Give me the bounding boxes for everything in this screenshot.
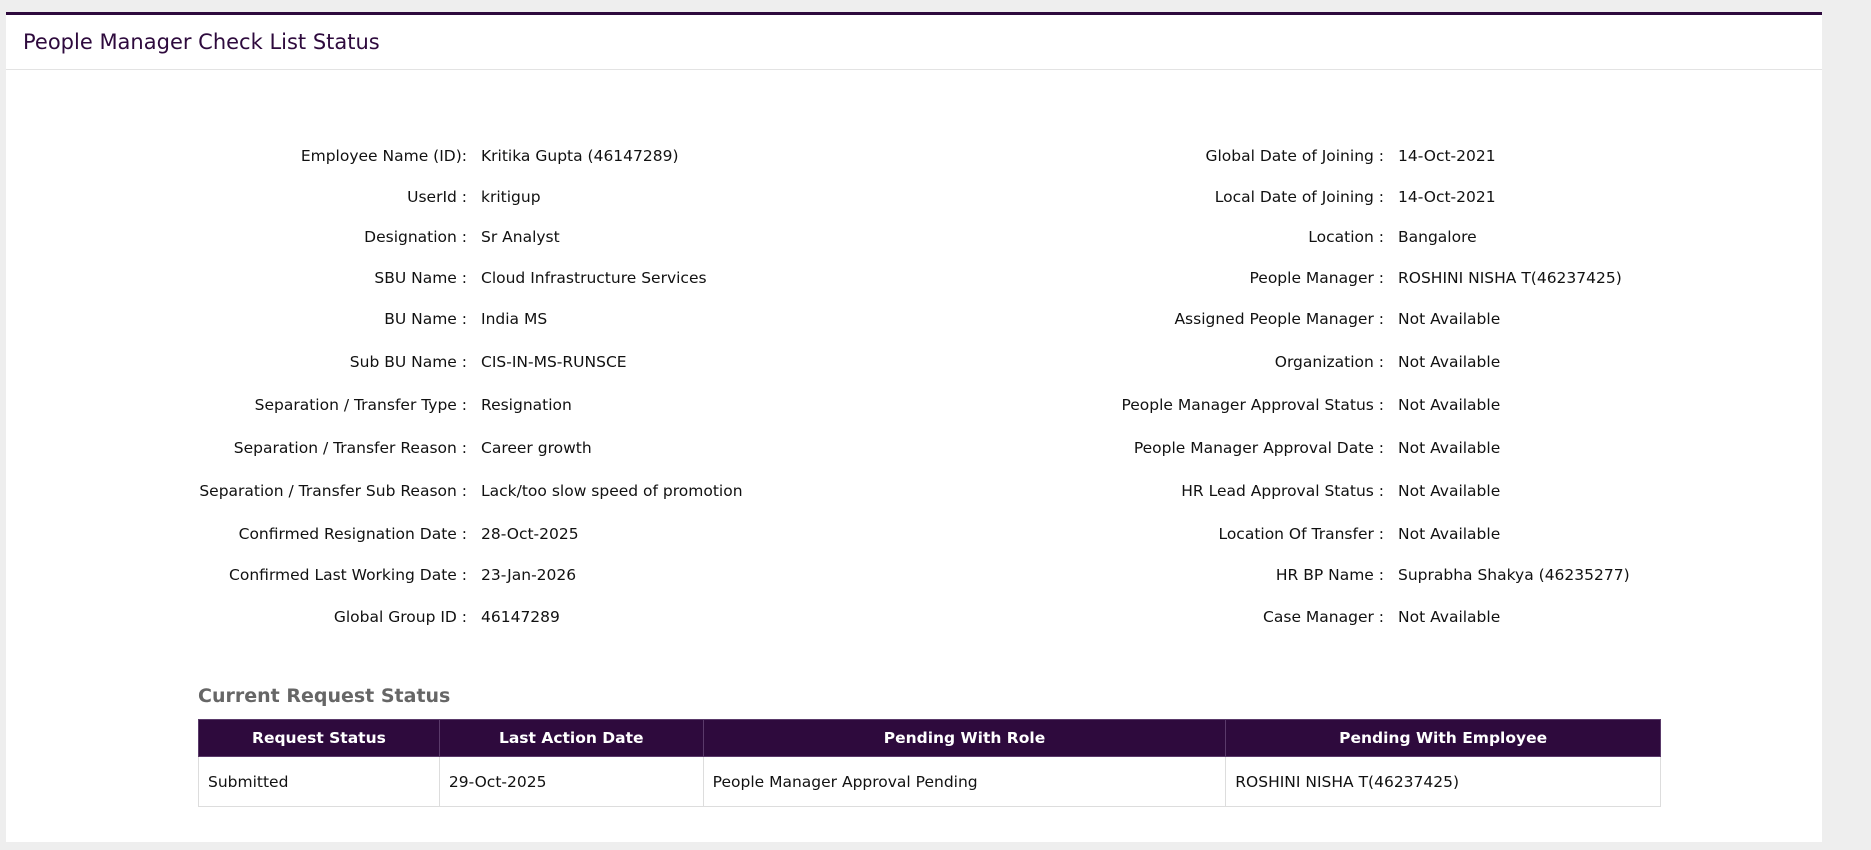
detail-label-separation-transfer-reason: Separation / Transfer Reason : — [233, 439, 467, 457]
detail-row-local-date-of-joining — [6, 188, 1496, 206]
detail-value-designation: Sr Analyst — [481, 228, 560, 246]
detail-label-sbu-name: SBU Name : — [374, 269, 467, 287]
detail-value-organization: Not Available — [1398, 353, 1501, 371]
detail-label-confirmed-resignation-date: Confirmed Resignation Date : — [238, 525, 467, 543]
page-title: People Manager Check List Status — [23, 30, 380, 54]
detail-row-global-date-of-joining — [6, 147, 1496, 165]
detail-label-location: Location : — [1308, 228, 1384, 246]
panel-header — [6, 15, 1822, 70]
detail-row-hr-lead-approval-status — [6, 482, 1500, 500]
detail-row-people-manager — [6, 269, 1622, 287]
detail-value-assigned-people-manager: Not Available — [1398, 310, 1501, 328]
column-header-pending-with-role: Pending With Role — [703, 720, 1226, 757]
detail-label-separation-transfer-type: Separation / Transfer Type : — [254, 396, 467, 414]
detail-value-separation-transfer-type: Resignation — [481, 396, 572, 414]
detail-row-assigned-people-manager — [6, 310, 1500, 328]
detail-value-confirmed-resignation-date: 28-Oct-2025 — [481, 525, 579, 543]
detail-label-case-manager: Case Manager : — [1263, 608, 1384, 626]
detail-value-sub-bu-name: CIS-IN-MS-RUNSCE — [481, 353, 627, 371]
detail-label-location-of-transfer: Location Of Transfer : — [1218, 525, 1384, 543]
cell-pending-with-role: People Manager Approval Pending — [703, 757, 1226, 807]
detail-label-separation-transfer-sub-reason: Separation / Transfer Sub Reason : — [199, 482, 467, 500]
detail-label-global-date-of-joining: Global Date of Joining : — [1205, 147, 1384, 165]
checklist-panel — [6, 12, 1822, 842]
detail-value-people-manager-approval-date: Not Available — [1398, 439, 1501, 457]
detail-value-confirmed-last-working-date: 23-Jan-2026 — [481, 566, 577, 584]
detail-label-local-date-of-joining: Local Date of Joining : — [1214, 188, 1384, 206]
cell-last-action-date: 29-Oct-2025 — [439, 757, 703, 807]
detail-value-location-of-transfer: Not Available — [1398, 525, 1501, 543]
detail-label-global-group-id: Global Group ID : — [333, 608, 467, 626]
detail-row-location-of-transfer — [6, 525, 1500, 543]
column-header-request-status: Request Status — [199, 720, 440, 757]
detail-label-people-manager: People Manager : — [1249, 269, 1384, 287]
detail-row-case-manager — [6, 608, 1500, 626]
detail-value-global-date-of-joining: 14-Oct-2021 — [1398, 147, 1496, 165]
detail-label-hr-lead-approval-status: HR Lead Approval Status : — [1181, 482, 1384, 500]
detail-row-location — [6, 228, 1477, 246]
detail-value-hr-lead-approval-status: Not Available — [1398, 482, 1501, 500]
detail-value-hr-bp-name: Suprabha Shakya (46235277) — [1398, 566, 1630, 584]
cell-request-status: Submitted — [199, 757, 440, 807]
detail-label-employee-name-id: Employee Name (ID): — [300, 147, 467, 165]
detail-value-sbu-name: Cloud Infrastructure Services — [481, 269, 707, 287]
detail-value-local-date-of-joining: 14-Oct-2021 — [1398, 188, 1496, 206]
detail-value-userid: kritigup — [481, 188, 541, 206]
detail-label-confirmed-last-working-date: Confirmed Last Working Date : — [229, 566, 467, 584]
detail-value-separation-transfer-sub-reason: Lack/too slow speed of promotion — [481, 482, 743, 500]
detail-value-location: Bangalore — [1398, 228, 1477, 246]
detail-row-people-manager-approval-status — [6, 396, 1500, 414]
detail-label-organization: Organization : — [1274, 353, 1384, 371]
detail-label-hr-bp-name: HR BP Name : — [1275, 566, 1384, 584]
detail-value-global-group-id: 46147289 — [481, 608, 560, 626]
detail-label-designation: Designation : — [364, 228, 467, 246]
detail-value-case-manager: Not Available — [1398, 608, 1501, 626]
detail-value-employee-name-id: Kritika Gupta (46147289) — [481, 147, 679, 165]
detail-label-people-manager-approval-status: People Manager Approval Status : — [1121, 396, 1384, 414]
detail-row-hr-bp-name — [6, 566, 1630, 584]
column-header-pending-with-employee: Pending With Employee — [1226, 720, 1661, 757]
detail-value-bu-name: India MS — [481, 310, 548, 328]
table-row — [199, 757, 1661, 807]
detail-label-people-manager-approval-date: People Manager Approval Date : — [1133, 439, 1384, 457]
column-header-last-action-date: Last Action Date — [439, 720, 703, 757]
request-status-table — [198, 719, 1661, 807]
detail-row-people-manager-approval-date — [6, 439, 1500, 457]
detail-label-userid: UserId : — [407, 188, 467, 206]
detail-value-people-manager-approval-status: Not Available — [1398, 396, 1501, 414]
current-request-status-title: Current Request Status — [198, 685, 451, 707]
cell-pending-with-employee: ROSHINI NISHA T(46237425) — [1226, 757, 1661, 807]
detail-label-assigned-people-manager: Assigned People Manager : — [1174, 310, 1384, 328]
table-header-row — [199, 720, 1661, 757]
detail-value-separation-transfer-reason: Career growth — [481, 439, 592, 457]
detail-label-sub-bu-name: Sub BU Name : — [349, 353, 467, 371]
detail-label-bu-name: BU Name : — [384, 310, 467, 328]
detail-row-organization — [6, 353, 1500, 371]
detail-value-people-manager: ROSHINI NISHA T(46237425) — [1398, 269, 1622, 287]
